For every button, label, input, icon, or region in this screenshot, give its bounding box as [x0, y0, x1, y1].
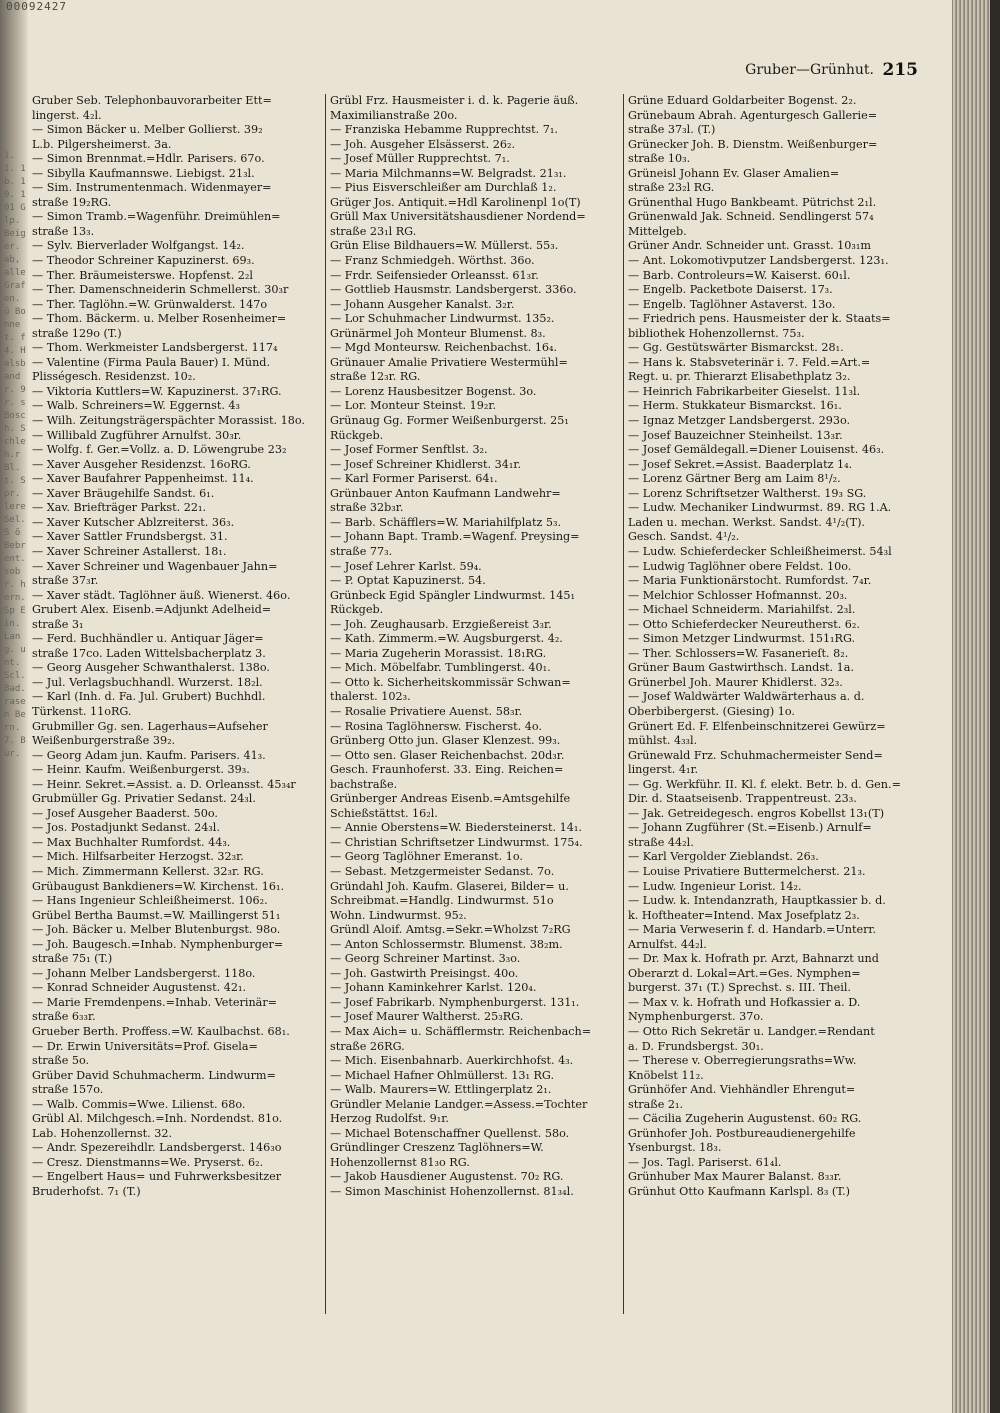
directory-entry-line: — Gg. Werkführ. II. Kl. f. elekt. Betr. b. d. Gen.= [628, 777, 901, 791]
directory-entry-line: — Johann Melber Landsbergerst. 118o. [32, 966, 256, 980]
directory-entry-line: straße 157o. [32, 1083, 104, 1097]
directory-entry-line: — Pius Eisverschleißer am Durchlaß 1₂. [330, 181, 557, 195]
directory-entry-line: — Jakob Hausdiener Augustenst. 70₂ RG. [330, 1170, 564, 1184]
directory-entry-line: — Jul. Verlagsbuchhandl. Wurzerst. 18₂l. [32, 675, 263, 689]
scan-id: 00092427 [6, 0, 67, 13]
directory-entry-line: Grünberg Otto jun. Glaser Klenzest. 99₃. [330, 734, 561, 748]
directory-entry-line: Grünenwald Jak. Schneid. Sendlingerst 57₄ [628, 210, 874, 224]
directory-entry-line: lingerst. 4₂l. [32, 108, 102, 122]
directory-entry-line: straße 2₁. [628, 1097, 684, 1111]
directory-entry-line: — Maria Funktionärstocht. Rumfordst. 7₄r. [628, 574, 872, 588]
column-rule [623, 94, 624, 1314]
directory-entry-line: straße 13₃. [32, 224, 95, 238]
directory-entry-line: — Max Aich= u. Schäfflermstr. Reichenbach= [330, 1025, 592, 1038]
directory-entry-line: — Josef Lehrer Karlst. 59₄. [330, 559, 482, 573]
directory-entry-line: Grün Elise Bildhauers=W. Müllerst. 55₃. [330, 239, 559, 253]
directory-entry-line: Dir. d. Staatseisenb. Trappentreust. 23₃. [628, 792, 857, 806]
directory-entry-line: — Ludwig Taglöhner obere Feldst. 10o. [628, 559, 852, 573]
directory-entry-line: — Valentine (Firma Paula Bauer) I. Münd. [32, 355, 271, 369]
directory-entry-line: — Xaver städt. Taglöhner äuß. Wienerst. 46o. [32, 588, 291, 602]
directory-entry-line: straße 19₂RG. [32, 195, 112, 209]
directory-entry-line: Gesch. Sandst. 4¹/₂. [628, 530, 740, 544]
directory-entry-line: — Kath. Zimmerm.=W. Augsburgerst. 4₂. [330, 632, 563, 646]
directory-entry-line: — Sylv. Bierverlader Wolfgangst. 14₂. [32, 239, 245, 253]
directory-entry-line: — Christian Schriftsetzer Lindwurmst. 175₄. [330, 835, 583, 849]
directory-entry-line: Grüner Baum Gastwirthsch. Landst. 1a. [628, 661, 855, 675]
scan-border [990, 0, 1000, 1413]
directory-entry-line: — Heinr. Kaufm. Weißenburgerst. 39₃. [32, 763, 250, 777]
directory-column-1 [32, 94, 324, 1200]
directory-entry-line: straße 17co. Laden Wittelsbacherplatz 3. [32, 646, 266, 660]
directory-entry-line: — P. Optat Kapuzinerst. 54. [330, 574, 486, 588]
directory-entry-line: — Michael Botenschaffner Quellenst. 58o. [330, 1126, 570, 1140]
directory-entry-line: — Ludw. Ingenieur Lorist. 14₂. [628, 879, 802, 893]
directory-entry-line: — Thom. Werkmeister Landsbergerst. 117₄ [32, 341, 278, 355]
directory-entry-line: — Joh. Zeughausarb. Erzgießereist 3₃r. [330, 617, 552, 631]
directory-entry-line: — Lor Schuhmacher Lindwurmst. 135₂. [330, 312, 555, 326]
directory-entry-line: — Jos. Postadjunkt Sedanst. 24₃l. [32, 821, 220, 835]
directory-entry-line: Grüne Eduard Goldarbeiter Bogenst. 2₂. [628, 94, 857, 107]
directory-entry-line: Grünhut Otto Kaufmann Karlspl. 8₃ (T.) [628, 1185, 851, 1199]
directory-entry-line: — Herm. Stukkateur Bismarckst. 16₁. [628, 399, 842, 413]
directory-entry-line: — Viktoria Kuttlers=W. Kapuzinerst. 37₁RG. [32, 384, 282, 398]
directory-entry-line: Gründl Aloif. Amtsg.=Sekr.=Wholzst 7₂RG [330, 923, 571, 937]
directory-entry-line: Grünbeck Egid Spängler Lindwurmst. 145₁ [330, 588, 575, 602]
directory-entry-line: Grünbauer Anton Kaufmann Landwehr= [330, 486, 561, 500]
directory-entry-line: — Josef Schreiner Khidlerst. 34₁r. [330, 457, 522, 471]
directory-entry-line: — Jos. Tagl. Pariserst. 61₄l. [628, 1155, 782, 1169]
directory-entry-line: — Theodor Schreiner Kapuzinerst. 69₃. [32, 254, 255, 268]
directory-entry-line: Grübel Bertha Baumst.=W. Maillingerst 51₁ [32, 908, 281, 922]
directory-entry-line: — Konrad Schneider Augustenst. 42₁. [32, 981, 247, 995]
directory-entry-line: — Hans Ingenieur Schleißheimerst. 106₂. [32, 894, 268, 908]
directory-entry-line: straße 77₃. [330, 544, 393, 558]
directory-entry-line: Ysenburgst. 18₃. [628, 1141, 722, 1155]
directory-entry-line: Grüger Jos. Antiquit.=Hdl Karolinenpl 1o(T) [330, 195, 581, 209]
directory-entry-line: — Johann Ausgeher Kanalst. 3₂r. [330, 297, 515, 311]
directory-column-3 [628, 94, 920, 1200]
directory-entry-line: Gründahl Joh. Kaufm. Glaserei, Bilder= u. [330, 879, 569, 893]
directory-entry-line: — Michael Schneiderm. Mariahilfst. 2₃l. [628, 603, 856, 617]
directory-entry-line: — Ther. Taglöhn.=W. Grünwalderst. 147o [32, 297, 268, 311]
directory-entry-line: — Barb. Controleurs=W. Kaiserst. 60₁l. [628, 268, 851, 282]
directory-entry-line: — Ludw. Mechaniker Lindwurmst. 89. RG 1.A. [628, 501, 892, 515]
directory-entry-line: Hohenzollernst 81₃o RG. [330, 1155, 470, 1169]
directory-entry-line: — Cäcilia Zugeherin Augustenst. 60₂ RG. [628, 1112, 862, 1126]
directory-entry-line: Laden u. mechan. Werkst. Sandst. 4¹/₂(T). [628, 515, 865, 529]
directory-entry-line: — Xaver Kutscher Ablzreiterst. 36₃. [32, 515, 235, 529]
directory-entry-line: — Michael Hafner Ohlmüllerst. 13₁ RG. [330, 1068, 555, 1082]
directory-entry-line: Grüneisl Johann Ev. Glaser Amalien= [628, 166, 840, 180]
directory-entry-line: — Wilh. Zeitungsträgerspächter Morassist. 18o. [32, 414, 305, 428]
directory-entry-line: — Annie Oberstens=W. Biedersteinerst. 14₁. [330, 821, 582, 835]
directory-entry-line: Grünaug Gg. Former Weißenburgerst. 25₁ [330, 414, 569, 428]
directory-entry-line: — Xav. Briefträger Parkst. 22₁. [32, 501, 207, 515]
directory-entry-line: — Sim. Instrumentenmach. Widenmayer= [32, 181, 272, 195]
directory-entry-line: — Mgd Monteursw. Reichenbachst. 16₄. [330, 341, 558, 355]
directory-entry-line: — Sebast. Metzgermeister Sedanst. 7o. [330, 864, 555, 878]
directory-entry-line: — Franz Schmiedgeh. Wörthst. 36o. [330, 254, 535, 268]
directory-entry-line: — Friedrich pens. Hausmeister der k. Staats= [628, 312, 891, 326]
directory-column-2 [330, 94, 622, 1200]
directory-entry-line: Wohn. Lindwurmst. 95₂. [330, 908, 467, 922]
directory-entry-line: — Max v. k. Hofrath und Hofkassier a. D. [628, 995, 861, 1009]
directory-entry-line: — Dr. Max k. Hofrath pr. Arzt, Bahnarzt und [628, 952, 879, 966]
directory-entry-line: — Barb. Schäfflers=W. Mariahilfplatz 5₃. [330, 515, 562, 529]
directory-entry-line: — Lor. Monteur Steinst. 19₂r. [330, 399, 497, 413]
directory-entry-line: straße 23₂l RG. [628, 181, 715, 195]
directory-entry-line: — Simon Metzger Lindwurmst. 151₁RG. [628, 632, 856, 646]
directory-entry-line: — Andr. Spezereihdlr. Landsbergerst. 146₃o [32, 1141, 282, 1155]
directory-entry-line: — Ther. Damenschneiderin Schmellerst. 30₃r [32, 283, 289, 297]
directory-entry-line: Grünenthal Hugo Bankbeamt. Pütrichst 2₁l. [628, 195, 877, 209]
directory-entry-line: Arnulfst. 44₂l. [628, 937, 707, 951]
directory-entry-line: — Josef Müller Rupprechtst. 7₁. [330, 152, 510, 166]
directory-entry-line: k. Hoftheater=Intend. Max Josefplatz 2₃. [628, 908, 860, 922]
directory-entry-line: straße 3₁ [32, 617, 84, 631]
directory-entry-line: — Simon Tramb.=Wagenführ. Dreimühlen= [32, 210, 281, 224]
directory-entry-line: — Lorenz Hausbesitzer Bogenst. 3o. [330, 384, 537, 398]
directory-entry-line: a. D. Frundsbergst. 30₁. [628, 1039, 764, 1053]
directory-entry-line: straße 12₃r. RG. [330, 370, 421, 384]
directory-entry-line: Grubmüller Gg. Privatier Sedanst. 24₃l. [32, 792, 256, 806]
directory-entry-line: — Engelb. Taglöhner Astaverst. 13o. [628, 297, 836, 311]
directory-entry-line: — Karl Former Pariserst. 64₁. [330, 472, 498, 486]
directory-entry-line: lingerst. 4₁r. [628, 763, 699, 777]
directory-entry-line: — Xaver Baufahrer Pappenheimst. 11₄. [32, 472, 254, 486]
directory-entry-line: Grünecker Joh. B. Dienstm. Weißenburger= [628, 137, 878, 151]
directory-entry-line: — Josef Ausgeher Baaderst. 50o. [32, 806, 218, 820]
directory-entry-line: — Sibylla Kaufmannswe. Liebigst. 21₃l. [32, 166, 255, 180]
directory-entry-line: — Walb. Commis=Wwe. Lilienst. 68o. [32, 1097, 246, 1111]
directory-entry-line: — Ignaz Metzger Landsbergerst. 293o. [628, 414, 851, 428]
directory-entry-line: — Ludw. k. Intendanzrath, Hauptkassier b. d. [628, 894, 886, 908]
directory-entry-line: — Jak. Getreidegesch. engros Kobellst 13₁(T) [628, 806, 885, 820]
directory-entry-line: straße 32b₃r. [330, 501, 404, 515]
directory-entry-line: Plisségesch. Residenzst. 10₂. [32, 370, 196, 384]
directory-entry-line: — Josef Bauzeichner Steinheilst. 13₃r. [628, 428, 843, 442]
directory-entry-line: — Gottlieb Hausmstr. Landsbergerst. 336o. [330, 283, 577, 297]
column-rule [325, 94, 326, 1314]
directory-entry-line: — Melchior Schlosser Hofmannst. 20₃. [628, 588, 848, 602]
directory-entry-line: Grüber David Schuhmacherm. Lindwurm= [32, 1068, 276, 1082]
directory-entry-line: straße 6₃₃r. [32, 1010, 96, 1024]
directory-entry-line: — Willibald Zugführer Arnulfst. 30₃r. [32, 428, 242, 442]
directory-entry-line: — Therese v. Oberregierungsraths=Ww. [628, 1054, 857, 1068]
running-head: Gruber—Grünhut. [745, 62, 874, 78]
directory-entry-line: — Walb. Schreiners=W. Eggernst. 4₃ [32, 399, 241, 413]
directory-entry-line: — Josef Waldwärter Waldwärterhaus a. d. [628, 690, 865, 704]
directory-entry-line: Türkenst. 11oRG. [32, 704, 132, 718]
directory-entry-line: — Josef Maurer Waltherst. 25₃RG. [330, 1010, 524, 1024]
directory-entry-line: Grünberger Andreas Eisenb.=Amtsgehilfe [330, 792, 571, 806]
directory-entry-line: Grünebaum Abrah. Agenturgesch Gallerie= [628, 108, 878, 122]
directory-entry-line: — Otto sen. Glaser Reichenbachst. 20d₃r. [330, 748, 565, 762]
directory-entry-line: Knöbelst 11₂. [628, 1068, 704, 1082]
directory-entry-line: — Xaver Schreiner und Wagenbauer Jahn= [32, 559, 278, 573]
directory-entry-line: Oberbibergerst. (Giesing) 1o. [628, 704, 795, 718]
directory-entry-line: Gruber Seb. Telephonbauvorarbeiter Ett= [32, 94, 272, 107]
directory-entry-line: thalerst. 102₃. [330, 690, 411, 704]
directory-entry-line: Grünert Ed. F. Elfenbeinschnitzerei Gewürz= [628, 719, 886, 733]
directory-entry-line: Grünerbel Joh. Maurer Khidlerst. 32₃. [628, 675, 843, 689]
directory-entry-line: — Wolfg. f. Ger.=Vollz. a. D. Löwengrube 23₂ [32, 443, 287, 457]
directory-entry-line: — Lorenz Schriftsetzer Waltherst. 19₃ SG. [628, 486, 867, 500]
directory-entry-line: straße 37₃r. [32, 574, 99, 588]
directory-entry-line: — Johann Bapt. Tramb.=Wagenf. Preysing= [330, 530, 580, 544]
directory-entry-line: — Johann Kaminkehrer Karlst. 120₄. [330, 981, 537, 995]
directory-entry-line: mühlst. 4₃₃l. [628, 734, 698, 748]
directory-entry-line: Grünärmel Joh Monteur Blumenst. 8₃. [330, 326, 546, 340]
directory-entry-line: Nymphenburgerst. 37o. [628, 1010, 764, 1024]
directory-entry-line: — Georg Adam jun. Kaufm. Parisers. 41₃. [32, 748, 266, 762]
directory-entry-line: Schießstättst. 16₂l. [330, 806, 438, 820]
directory-entry-line: — Mich. Möbelfabr. Tumblingerst. 40₁. [330, 661, 551, 675]
directory-entry-line: L.b. Pilgersheimerst. 3a. [32, 137, 172, 151]
directory-entry-line: Schreibmat.=Handlg. Lindwurmst. 51o [330, 894, 554, 908]
directory-entry-line: — Karl (Inh. d. Fa. Jul. Grubert) Buchhdl. [32, 690, 266, 704]
directory-entry-line: — Marie Fremdenpens.=Inhab. Veterinär= [32, 995, 278, 1009]
directory-entry-line: Regt. u. pr. Thierarzt Elisabethplatz 3₂. [628, 370, 851, 384]
directory-entry-line: burgerst. 37₁ (T.) Sprechst. s. III. Theil. [628, 981, 851, 995]
directory-entry-line: — Simon Maschinist Hohenzollernst. 81₃₄l. [330, 1185, 574, 1199]
directory-entry-line: — Frdr. Seifensieder Orleansst. 61₃r. [330, 268, 539, 282]
directory-entry-line: — Anton Schlossermstr. Blumenst. 38₂m. [330, 937, 563, 951]
directory-entry-line: Grubmiller Gg. sen. Lagerhaus=Aufseher [32, 719, 268, 733]
directory-entry-line: — Cresz. Dienstmanns=We. Pryserst. 6₂. [32, 1155, 264, 1169]
directory-entry-line: — Franziska Hebamme Rupprechtst. 7₁. [330, 123, 558, 137]
directory-entry-line: — Xaver Sattler Frundsbergst. 31. [32, 530, 228, 544]
directory-entry-line: — Louise Privatiere Buttermelcherst. 21₃. [628, 864, 866, 878]
directory-entry-line: Grünhofer Joh. Postbureaudienergehilfe [628, 1126, 856, 1140]
directory-entry-line: — Thom. Bäckerm. u. Melber Rosenheimer= [32, 312, 287, 326]
directory-entry-line: — Heinr. Sekret.=Assist. a. D. Orleansst. 45₃₄r [32, 777, 296, 791]
directory-entry-line: — Johann Zugführer (St.=Eisenb.) Arnulf= [628, 821, 872, 835]
directory-entry-line: Herzog Rudolfst. 9₁r. [330, 1112, 449, 1126]
directory-entry-line: — Maria Zugeherin Morassist. 18₁RG. [330, 646, 547, 660]
directory-entry-line: — Josef Sekret.=Assist. Baaderplatz 1₄. [628, 457, 853, 471]
directory-entry-line: — Lorenz Gärtner Berg am Laim 8¹/₂. [628, 472, 841, 486]
directory-entry-line: Grünauer Amalie Privatiere Westermühl= [330, 355, 568, 369]
directory-entry-line: Rückgeb. [330, 428, 384, 442]
directory-entry-line: — Hans k. Stabsveterinär i. 7. Feld.=Art.= [628, 355, 871, 369]
directory-entry-line: Grüner Andr. Schneider unt. Grasst. 10₃₁m [628, 239, 871, 253]
directory-entry-line: straße 5o. [32, 1054, 90, 1068]
directory-entry-line: — Maria Verweserin f. d. Handarb.=Unterr. [628, 923, 877, 937]
directory-entry-line: — Otto Schieferdecker Neureutherst. 6₂. [628, 617, 860, 631]
directory-entry-line: Grünhuber Max Maurer Balanst. 8₃₃r. [628, 1170, 842, 1184]
directory-entry-line: Grüll Max Universitätshausdiener Nordend= [330, 210, 586, 224]
directory-entry-line: — Dr. Erwin Universitäts=Prof. Gisela= [32, 1039, 258, 1053]
directory-entry-line: — Simon Bäcker u. Melber Gollierst. 39₂ [32, 123, 263, 137]
directory-entry-line: — Josef Fabrikarb. Nymphenburgerst. 131₁. [330, 995, 580, 1009]
directory-entry-line: Grünhöfer And. Viehhändler Ehrengut= [628, 1083, 856, 1097]
directory-entry-line: — Mich. Hilfsarbeiter Herzogst. 32₃r. [32, 850, 244, 864]
directory-entry-line: — Gg. Gestütswärter Bismarckst. 28₁. [628, 341, 844, 355]
directory-entry-line: straße 10₃. [628, 152, 691, 166]
page-number: 215 [882, 60, 918, 80]
directory-entry-line: Bruderhofst. 7₁ (T.) [32, 1185, 141, 1199]
directory-entry-line: Grünewald Frz. Schuhmachermeister Send= [628, 748, 883, 762]
directory-entry-line: Grübl Frz. Hausmeister i. d. k. Pagerie äuß. [330, 94, 579, 107]
directory-entry-line: — Engelbert Haus= und Fuhrwerksbesitzer [32, 1170, 282, 1184]
directory-entry-line: Weißenburgerstraße 39₂. [32, 734, 176, 748]
directory-entry-line: straße 26RG. [330, 1039, 405, 1053]
directory-entry-line: Grübl Al. Milchgesch.=Inh. Nordendst. 81o. [32, 1112, 283, 1126]
directory-entry-line: Lab. Hohenzollernst. 32. [32, 1126, 172, 1140]
directory-entry-line: — Georg Ausgeher Schwanthalerst. 138o. [32, 661, 270, 675]
directory-entry-line: — Ludw. Schieferdecker Schleißheimerst. 54₃l [628, 544, 892, 558]
directory-entry-line: — Josef Gemäldegall.=Diener Louisenst. 46₃. [628, 443, 885, 457]
directory-entry-line: Oberarzt d. Lokal=Art.=Ges. Nymphen= [628, 966, 861, 980]
directory-entry-line: — Heinrich Fabrikarbeiter Gieselst. 11₃l. [628, 384, 861, 398]
directory-entry-line: Grueber Berth. Proffess.=W. Kaulbachst. 68₁. [32, 1025, 290, 1038]
directory-entry-line: — Engelb. Packetbote Daiserst. 17₃. [628, 283, 833, 297]
directory-entry-line: Grübaugust Bankdieners=W. Kirchenst. 16₁. [32, 879, 285, 893]
directory-entry-line: straße 23₁l RG. [330, 224, 417, 238]
directory-entry-line: Gründlinger Creszenz Taglöhners=W. [330, 1141, 544, 1155]
directory-entry-line: bachstraße. [330, 777, 398, 791]
directory-entry-line: — Simon Brennmat.=Hdlr. Parisers. 67o. [32, 152, 265, 166]
directory-entry-line: — Rosina Taglöhnersw. Fischerst. 4o. [330, 719, 542, 733]
directory-entry-line: — Joh. Baugesch.=Inhab. Nymphenburger= [32, 937, 284, 951]
directory-entry-line: — Joh. Ausgeher Elsässerst. 26₂. [330, 137, 516, 151]
directory-entry-line: — Ther. Schlossers=W. Fasanerieſt. 8₂. [628, 646, 849, 660]
directory-entry-line: — Georg Schreiner Martinst. 3₃o. [330, 952, 521, 966]
directory-entry-line: — Xaver Ausgeher Residenzst. 16oRG. [32, 457, 251, 471]
directory-entry-line: straße 37₃l. (T.) [628, 123, 716, 137]
directory-entry-line: — Xaver Schreiner Astallerst. 18₁. [32, 544, 227, 558]
page-header [30, 60, 918, 82]
directory-entry-line: straße 44₂l. [628, 835, 694, 849]
adjacent-page-margin-text: 1. 1. 1b. 10. 101 Glp. Beiger. ab, alle Grafen. ü Bonnet. f 4. Halsbandr. 9r. s Bosch. Schleh.r Bl.t. Spr. lere Sel. S ö Bebrent. sobr. hern. Sp Ein. Lang. unt. Scl. Bad. rasen Bern. 7. Bur. [4, 151, 26, 759]
directory-entry-line: Maximilianstraße 20o. [330, 108, 458, 122]
directory-entry-line: — Rosalie Privatiere Auenst. 58₃r. [330, 704, 523, 718]
directory-entry-line: — Ferd. Buchhändler u. Antiquar Jäger= [32, 632, 264, 646]
directory-entry-line: — Walb. Maurers=W. Ettlingerplatz 2₁. [330, 1083, 552, 1097]
directory-entry-line: Rückgeb. [330, 603, 384, 617]
directory-entry-line: — Mich. Eisenbahnarb. Auerkirchhofst. 4₃. [330, 1054, 574, 1068]
directory-entry-line: — Joh. Bäcker u. Melber Blutenburgst. 98o. [32, 923, 281, 937]
directory-entry-line: — Xaver Bräugehilfe Sandst. 6₁. [32, 486, 215, 500]
directory-entry-line: — Josef Former Senftlst. 3₂. [330, 443, 488, 457]
directory-entry-line: — Otto Rich Sekretär u. Landger.=Rendant [628, 1025, 875, 1038]
directory-entry-line: — Ant. Lokomotivputzer Landsbergerst. 123₁. [628, 254, 889, 268]
directory-entry-line: Mittelgeb. [628, 224, 687, 238]
directory-entry-line: — Karl Vergolder Zieblandst. 26₃. [628, 850, 819, 864]
directory-entry-line: Gründler Melanie Landger.=Assess.=Tochter [330, 1097, 588, 1111]
directory-entry-line: — Otto k. Sicherheitskommissär Schwan= [330, 675, 571, 689]
directory-entry-line: Grubert Alex. Eisenb.=Adjunkt Adelheid= [32, 603, 272, 617]
directory-entry-line: Gesch. Fraunhoferst. 33. Eing. Reichen= [330, 763, 564, 777]
directory-entry-line: — Joh. Gastwirth Preisingst. 40o. [330, 966, 519, 980]
directory-entry-line: — Maria Milchmanns=W. Belgradst. 21₃₁. [330, 166, 567, 180]
directory-entry-line: straße 75₁ (T.) [32, 952, 113, 966]
directory-entry-line: — Georg Taglöhner Emeranst. 1o. [330, 850, 523, 864]
directory-entry-line: — Mich. Zimmermann Kellerst. 32₃r. RG. [32, 864, 264, 878]
directory-entry-line: — Ther. Bräumeisterswe. Hopfenst. 2₂l [32, 268, 253, 282]
directory-entry-line: — Max Buchhalter Rumfordst. 44₃. [32, 835, 231, 849]
directory-entry-line: bibliothek Hohenzollernst. 75₃. [628, 326, 805, 340]
directory-entry-line: straße 129o (T.) [32, 326, 122, 340]
